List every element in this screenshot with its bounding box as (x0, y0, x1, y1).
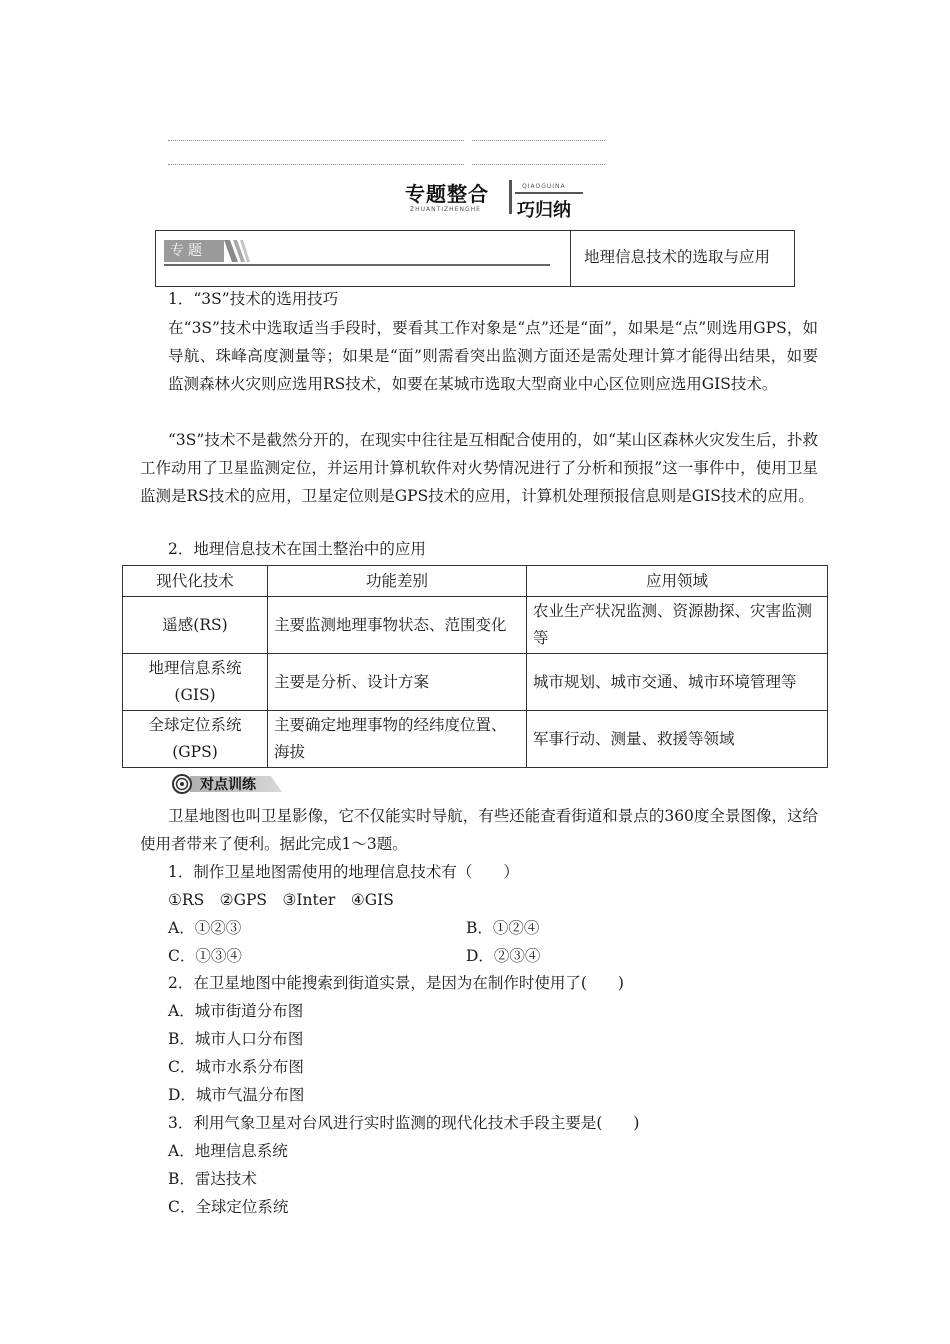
table-cell: 军事行动、测量、救援等领域 (527, 711, 828, 768)
section1-paragraph-2: “3S”技术不是截然分开的，在现实中往往是互相配合使用的，如“某山区森林火灾发生后，扑救工作动用了卫星监测定位，并运用计算机软件对火势情况进行了分析和预报”这一事件中，使用卫星监测是RS技术的应用，卫星定位则是GPS技术的应用，计算机处理预报信息则是GIS技术的应用。 (140, 431, 818, 505)
stripes-icon (224, 240, 250, 262)
table-cell: 主要确定地理事物的经纬度位置、海拔 (268, 711, 527, 768)
question-2-option-b: B．城市人口分布图 (168, 1030, 304, 1048)
section2-heading: 2．地理信息技术在国土整治中的应用 (168, 540, 426, 558)
header-rule-3 (168, 164, 464, 165)
table-cell: 农业生产状况监测、资源勘探、灾害监测等 (527, 597, 828, 654)
question-1-items: ①RS ②GPS ③Inter ④GIS (168, 891, 394, 909)
section1-heading: 1．“3S”技术的选用技巧 (168, 290, 339, 308)
banner-main-title: 专题整合 (405, 182, 489, 206)
table-cell: 主要监测地理事物状态、范围变化 (268, 597, 527, 654)
technology-table (122, 565, 828, 768)
table-header-cell: 功能差别 (268, 566, 527, 597)
section1-paragraph-1: 在“3S”技术中选取适当手段时，要看其工作对象是“点”还是“面”，如果是“点”则选用GPS，如导航、珠峰高度测量等；如果是“面”则需看突出监测方面还是需处理计算才能得出结果，如要监测森林火灾则应选用RS技术，如要在某城市选取大型商业中心区位则应选用GIS技术。 (168, 319, 818, 393)
practice-intro: 卫星地图也叫卫星影像，它不仅能实时导航，有些还能查看街道和景点的360度全景图像，这给使用者带来了便利。据此完成1～3题。 (140, 807, 818, 853)
banner-rule (515, 192, 583, 194)
practice-badge (168, 772, 288, 796)
table-cell: 主要是分析、设计方案 (268, 654, 527, 711)
practice-badge-label: 对点训练 (200, 777, 256, 793)
question-2-option-c: C．城市水系分布图 (168, 1058, 304, 1076)
table-header-cell: 应用领域 (527, 566, 828, 597)
table-row (123, 654, 828, 711)
question-3-option-a: A．地理信息系统 (168, 1142, 288, 1160)
banner-main-pinyin: ZHUANTIZHENGHE (410, 206, 481, 213)
question-3-option-b: B．雷达技术 (168, 1170, 257, 1188)
question-2-option-a: A．城市街道分布图 (168, 1002, 304, 1020)
table-header-row (123, 566, 828, 597)
table-cell: 全球定位系统(GPS) (123, 711, 268, 768)
question-2-option-d: D．城市气温分布图 (168, 1086, 305, 1104)
banner-sub-pinyin: QIAOGUINA (522, 183, 566, 190)
target-icon (172, 774, 192, 794)
question-2: 2．在卫星地图中能搜索到街道实景，是因为在制作时使用了( ) (168, 974, 624, 992)
question-1: 1．制作卫星地图需使用的地理信息技术有（ ） (168, 863, 519, 881)
header-rule-4 (472, 164, 605, 165)
question-1-option-b: B．①②④ (466, 919, 540, 937)
question-1-option-a: A．①②③ (168, 919, 242, 937)
topic-box (155, 230, 795, 287)
topic-tag: 专题 (164, 240, 224, 262)
banner-sub-title: 巧归纳 (517, 200, 571, 221)
table-row (123, 711, 828, 768)
table-cell: 城市规划、城市交通、城市环境管理等 (527, 654, 828, 711)
question-3: 3．利用气象卫星对台风进行实时监测的现代化技术手段主要是( ) (168, 1114, 640, 1132)
section-banner (405, 178, 585, 223)
question-1-option-c: C．①③④ (168, 947, 242, 965)
table-row (123, 597, 828, 654)
table-cell: 遥感(RS) (123, 597, 268, 654)
banner-divider (509, 180, 512, 214)
question-3-option-c: C．全球定位系统 (168, 1198, 289, 1216)
table-header-cell: 现代化技术 (123, 566, 268, 597)
topic-divider (570, 231, 571, 286)
header-rule-2 (472, 140, 605, 141)
header-rule-1 (168, 140, 464, 141)
topic-title: 地理信息技术的选取与应用 (584, 248, 771, 266)
topic-underline (164, 264, 550, 266)
table-cell: 地理信息系统(GIS) (123, 654, 268, 711)
question-1-option-d: D．②③④ (466, 947, 541, 965)
